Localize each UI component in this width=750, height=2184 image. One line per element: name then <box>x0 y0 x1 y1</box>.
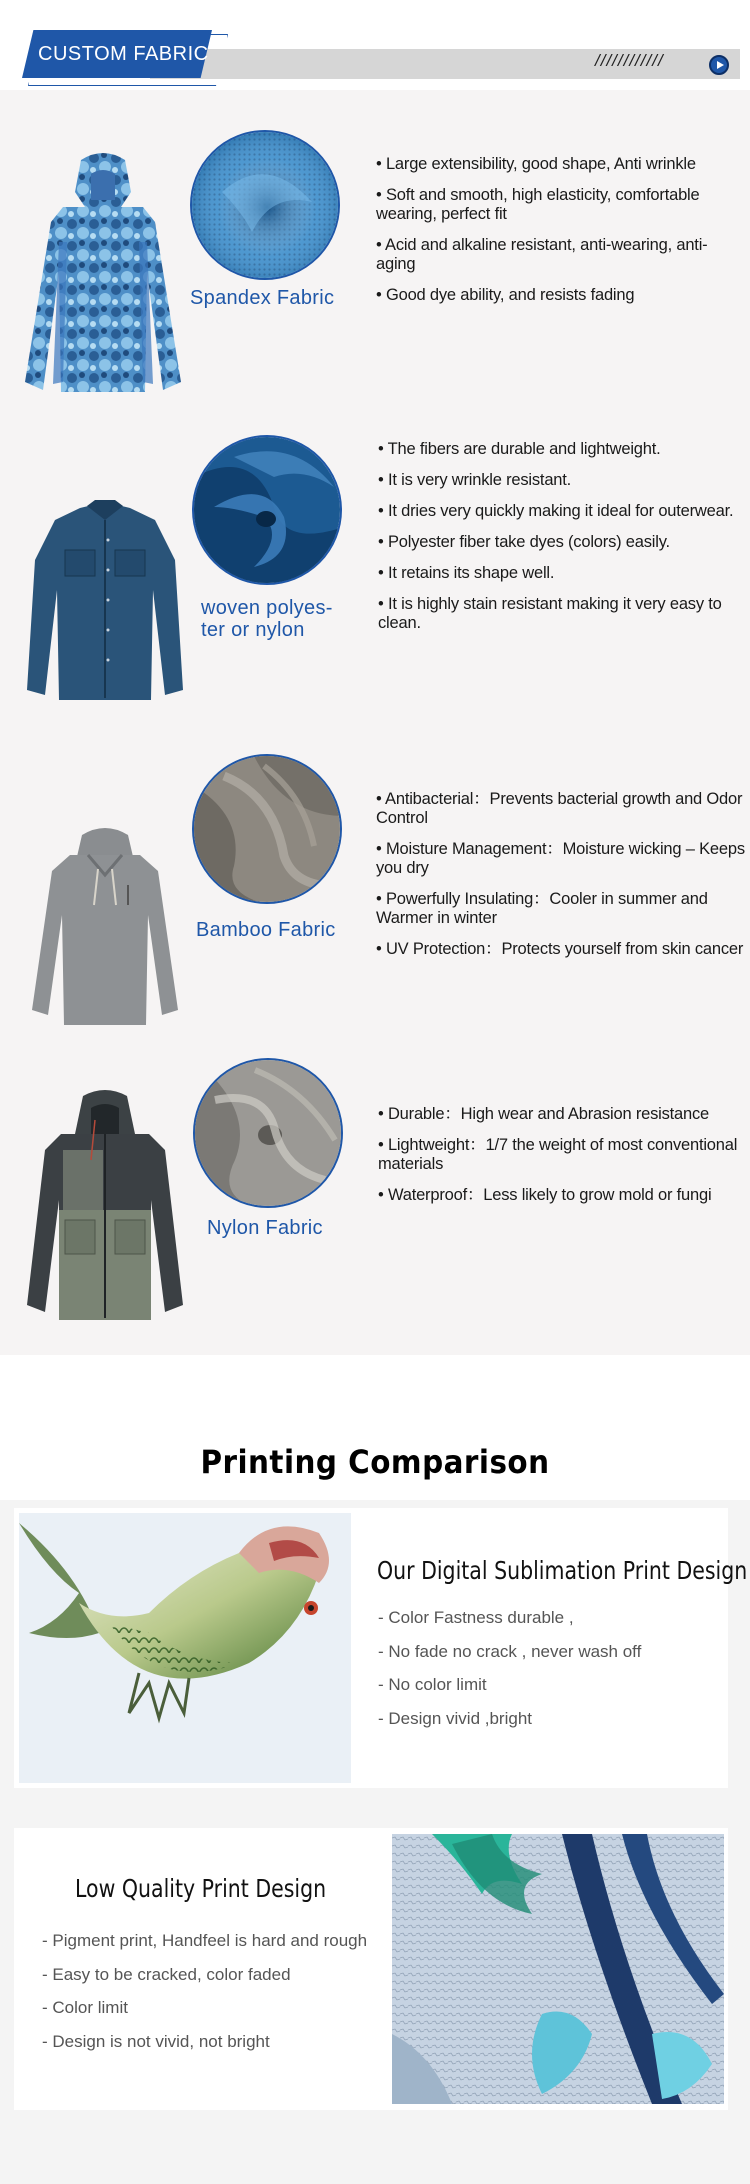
section-banner <box>0 0 750 90</box>
feature-item: • Large extensibility, good shape, Anti wrinkle <box>376 155 696 173</box>
spandex-features <box>376 155 746 317</box>
nylon-features <box>378 1105 748 1217</box>
fabric-row-woven <box>0 430 750 720</box>
feature-item: • Moisture Management：Moisture wicking – Keeps you dry <box>376 840 745 877</box>
feature-item: • It retains its shape well. <box>378 564 555 582</box>
sublimation-benefits <box>378 1601 641 1735</box>
play-icon[interactable] <box>709 55 729 75</box>
fabric-name-woven <box>201 597 333 641</box>
benefit-item: - No fade no crack , never wash off <box>378 1641 642 1661</box>
bass-fish-image <box>19 1513 351 1783</box>
sublimation-print-card <box>14 1508 748 1788</box>
fabric-row-spandex <box>0 150 750 410</box>
fabric-row-nylon <box>0 1055 750 1335</box>
fabric-name-spandex: Spandex Fabric <box>190 287 335 309</box>
low-quality-drawbacks <box>42 1924 367 2058</box>
benefit-item: - Design vivid ,bright <box>378 1708 533 1728</box>
bamboo-swatch <box>192 754 342 904</box>
drawback-item: - Color limit <box>42 1998 128 2017</box>
woven-swatch <box>192 435 342 585</box>
drawback-item: - Pigment print, Handfeel is hard and rough <box>42 1931 368 1950</box>
olive-jacket-image <box>20 1090 190 1320</box>
feature-item: • Soft and smooth, high elasticity, comfortable wearing, perfect fit <box>376 186 700 223</box>
nylon-swatch <box>193 1058 343 1208</box>
fabric-row-bamboo <box>0 755 750 1035</box>
feature-item: • Acid and alkaline resistant, anti-wearing, anti-aging <box>376 236 708 273</box>
spandex-swatch <box>190 130 340 280</box>
low-quality-heading: Low Quality Print Design <box>75 1874 327 1903</box>
bamboo-features <box>376 790 746 971</box>
navy-shirt-image <box>20 500 190 700</box>
feature-item: • It is very wrinkle resistant. <box>378 471 572 489</box>
banner-slashes: //////////// <box>595 51 664 70</box>
grey-hoodie-image <box>20 825 190 1025</box>
feature-item: • Powerfully Insulating：Cooler in summer and Warmer in winter <box>376 890 708 927</box>
sublimation-heading: Our Digital Sublimation Print Design <box>377 1556 748 1585</box>
benefit-item: - Color Fastness durable , <box>378 1608 574 1627</box>
low-quality-print-card <box>14 1828 728 2110</box>
feature-item: • It dries very quickly making it ideal for outerwear. <box>378 502 734 520</box>
feature-item: • Durable：High wear and Abrasion resistance <box>378 1105 710 1123</box>
feature-item: • UV Protection：Protects yourself from skin cancer <box>376 940 744 958</box>
fabric-name-bamboo: Bamboo Fabric <box>196 919 336 941</box>
drawback-item: - Design is not vivid, not bright <box>42 2031 270 2051</box>
fabric-name-line: woven polyes- <box>201 597 333 619</box>
feature-item: • It is highly stain resistant making it very easy to clean. <box>378 595 722 632</box>
camo-hoodie-image <box>18 152 188 402</box>
feature-item: • The fibers are durable and lightweight. <box>378 440 661 458</box>
fabric-name-nylon: Nylon Fabric <box>207 1217 323 1239</box>
feature-item: • Lightweight：1/7 the weight of most conventional materials <box>378 1136 738 1173</box>
feature-item: • Antibacterial：Prevents bacterial growth and Odor Control <box>376 790 743 827</box>
drawback-item: - Easy to be cracked, color faded <box>42 1964 291 1984</box>
banner-title: CUSTOM FABRIC <box>38 43 209 65</box>
printing-comparison-title: Printing Comparison <box>200 1443 550 1481</box>
woven-features <box>378 440 748 645</box>
benefit-item: - No color limit <box>378 1675 487 1694</box>
feature-item: • Polyester fiber take dyes (colors) easily. <box>378 533 670 551</box>
feature-item: • Good dye ability, and resists fading <box>376 286 635 304</box>
fabric-name-line: ter or nylon <box>201 619 305 641</box>
feature-item: • Waterproof：Less likely to grow mold or fungi <box>378 1186 712 1204</box>
cracked-print-image <box>392 1834 724 2104</box>
